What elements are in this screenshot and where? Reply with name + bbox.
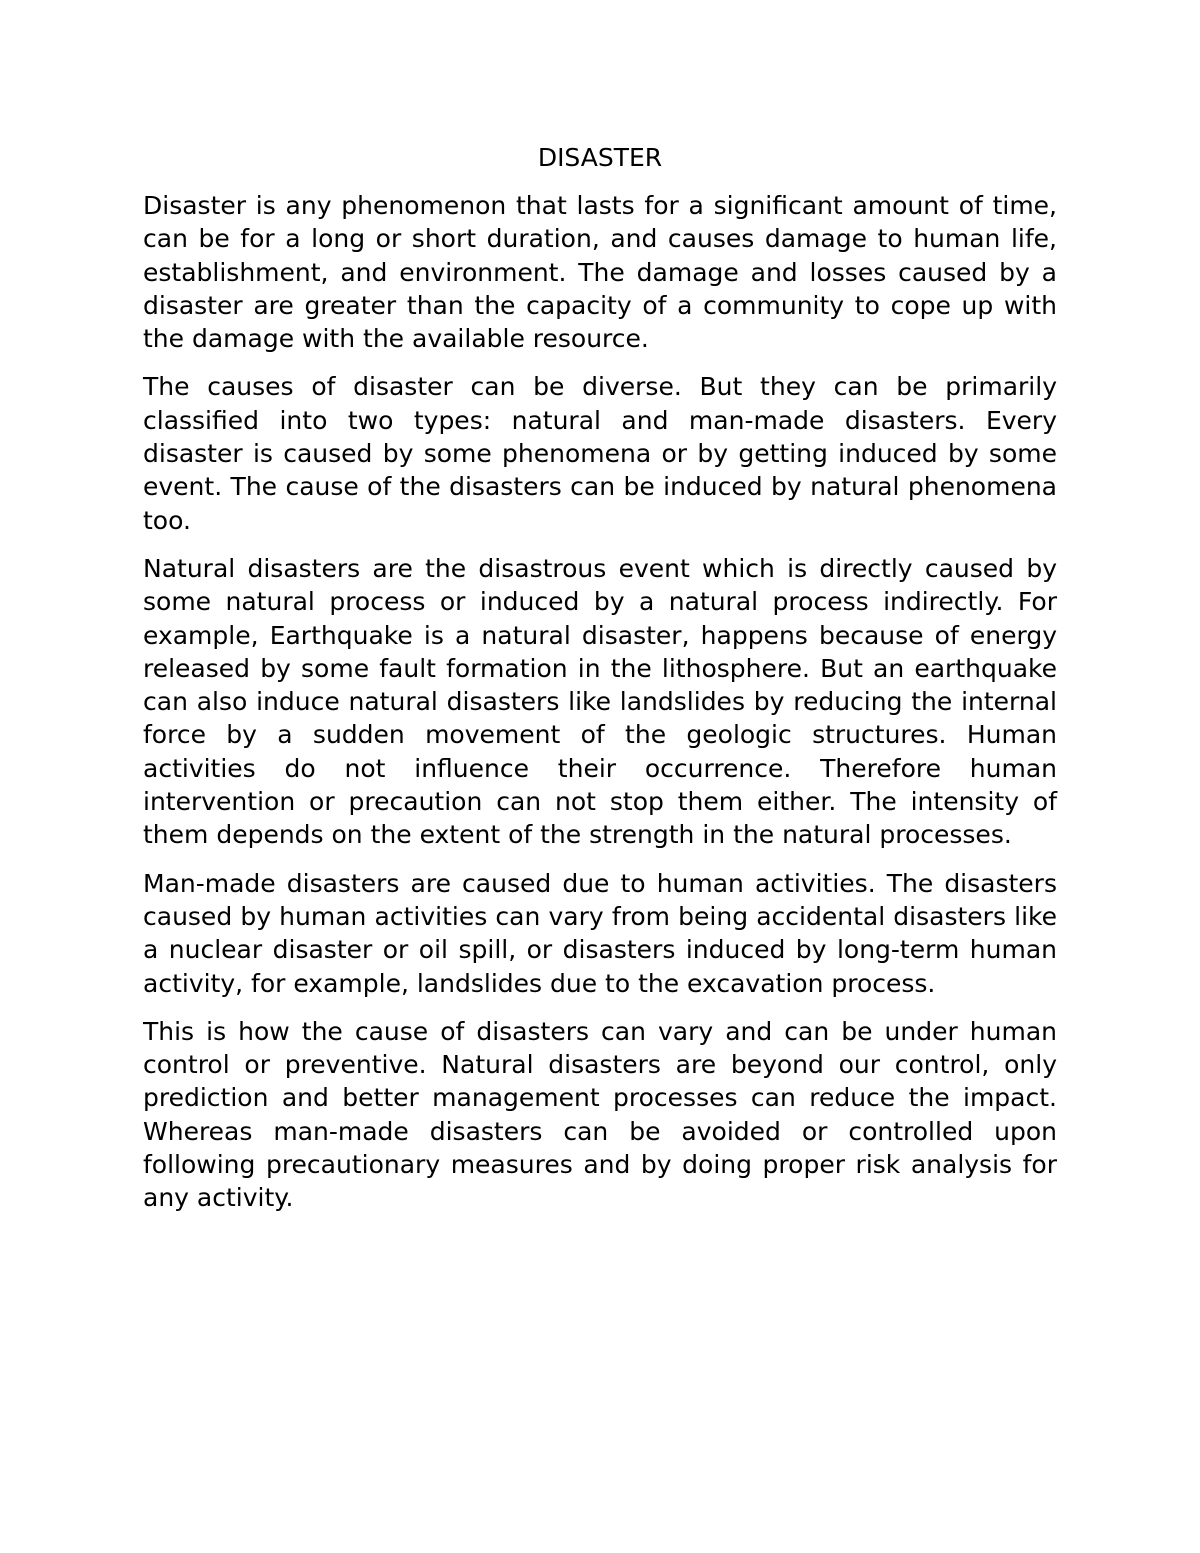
paragraph-natural-disasters: Natural disasters are the disastrous event which is directly caused by some natural process or induced by a natural process indirectly. For example, Earthquake is a natural disaster, happens because of energy released by some fault formation in the lithosphere. But an earthquake can also induce natural disasters like landslides by reducing the internal force by a sudden movement of the geologic structures. Human activities do not influence their occurrence. Therefore human intervention or precaution can not stop them either. The intensity of them depends on the extent of the strength in the natural processes.	[143, 553, 1057, 850]
paragraph-man-made-disasters: Man-made disasters are caused due to human activities. The disasters caused by human activities can vary from being accidental disasters like a nuclear disaster or oil spill, or disasters induced by long-term human activity, for example, landslides due to the excavation process.	[143, 868, 1057, 998]
paragraph-definition: Disaster is any phenomenon that lasts for a significant amount of time, can be for a long or short duration, and causes damage to human life, establishment, and environment. The damage and losses caused by a disaster are greater than the capacity of a community to cope up with the damage with the available resource.	[143, 191, 1057, 354]
paragraph-conclusion: This is how the cause of disasters can vary and can be under human control or preventive. Natural disasters are beyond our control, only prediction and better management processes can reduce the impact. Whereas man-made disasters can be avoided or controlled upon following precautionary measures and by doing proper risk analysis for any activity.	[143, 1016, 1057, 1213]
document-title: DISASTER	[537, 143, 663, 172]
paragraph-causes: The causes of disaster can be diverse. But they can be primarily classified into two types: natural and man-made disasters. Every disaster is caused by some phenomena or by getting induced by some event. The cause of the disasters can be induced by natural phenomena too.	[143, 372, 1057, 535]
document-body	[143, 140, 1057, 1230]
